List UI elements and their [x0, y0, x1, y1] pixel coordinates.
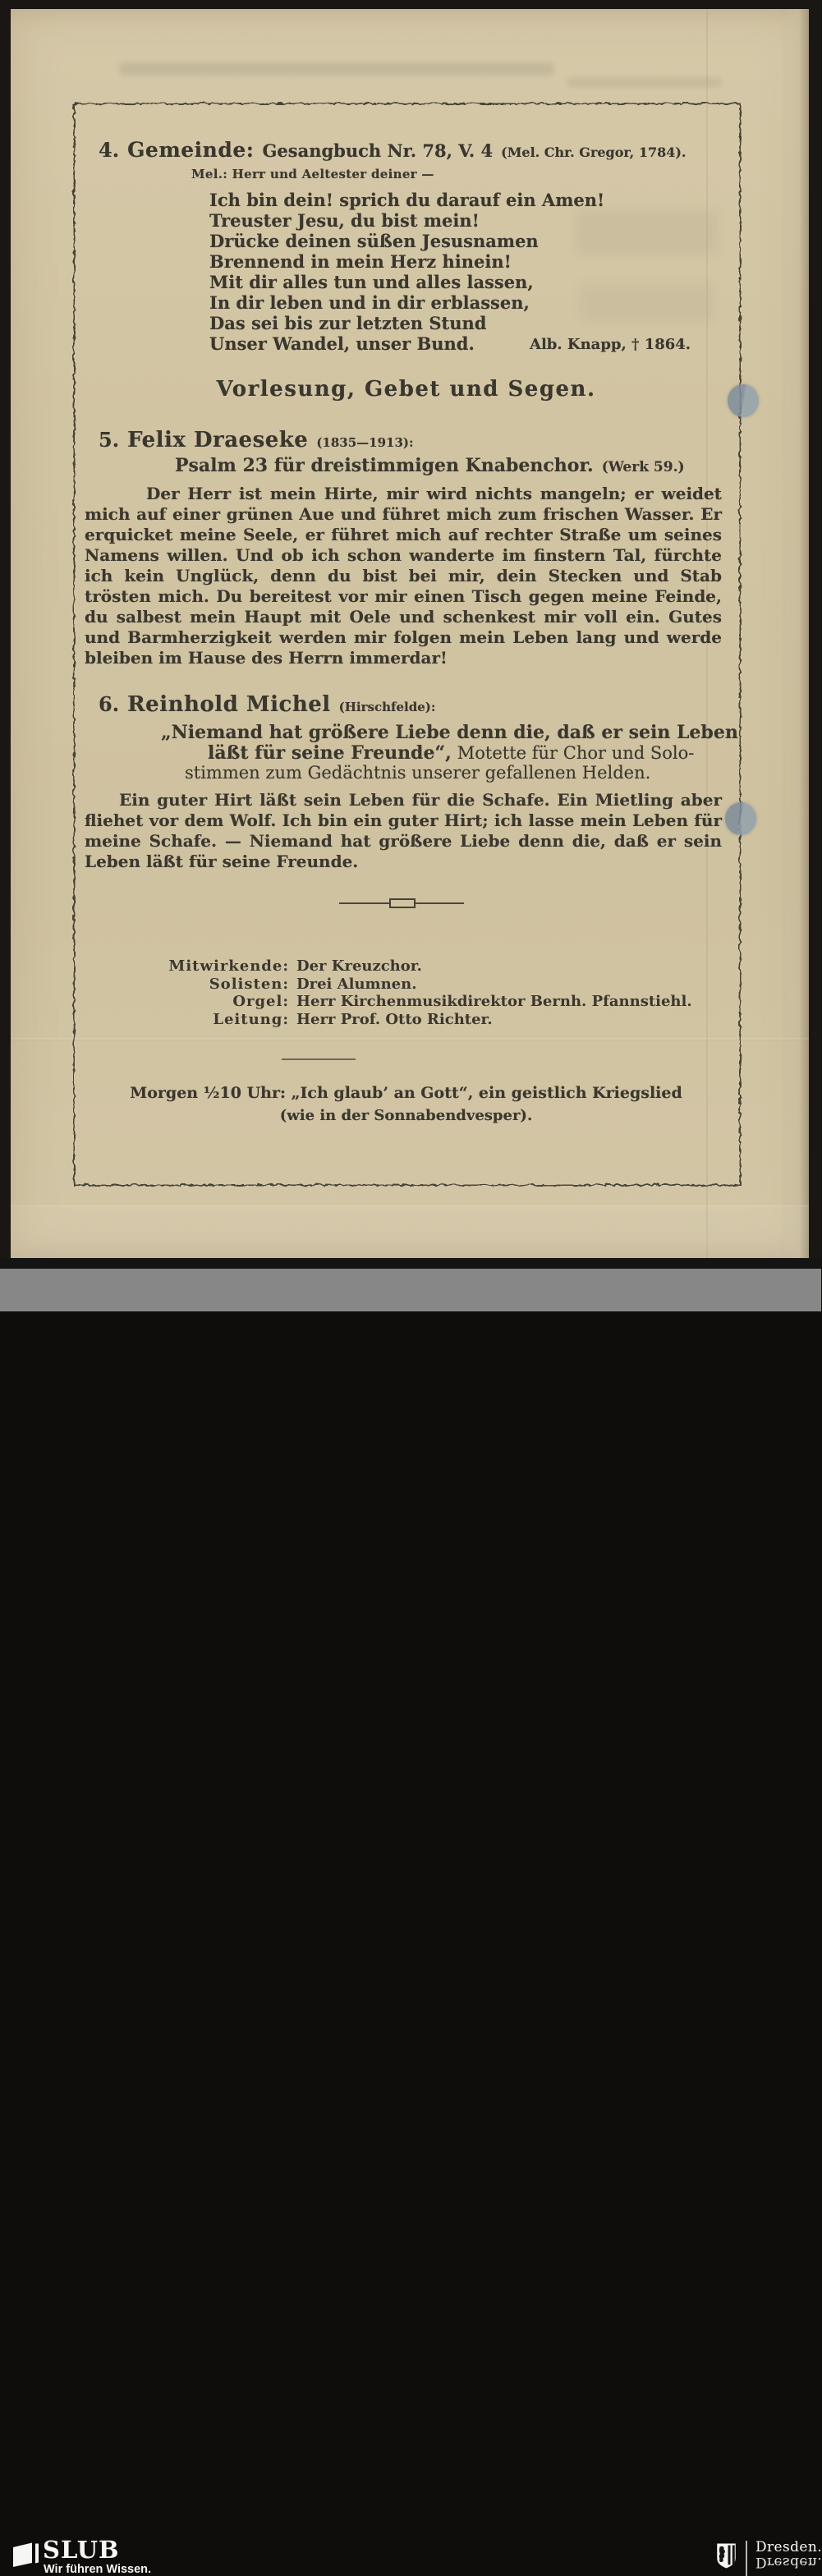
section-4-number: 4. [99, 138, 120, 162]
motet-description: Motette für Chor und Solo- [457, 743, 695, 763]
work-title: Psalm 23 für dreistimmigen Knabenchor. [175, 455, 594, 476]
motet-quote-end: läßt für seine Freunde“, [208, 742, 452, 764]
section-4-heading [99, 138, 686, 162]
melody-line: Mel.: Herr und Aeltester deiner — [191, 167, 434, 181]
hymn-verse [209, 190, 604, 354]
slub-logo-text: SLUB [43, 2536, 120, 2564]
verse-line: In dir leben und in dir erblassen, [209, 292, 530, 313]
section-6-number: 6. [99, 692, 120, 716]
dresden-logo [755, 2541, 822, 2569]
verse-line: Treuster Jesu, du bist mein! [209, 210, 480, 231]
verse-line: Drücke deinen süßen Jesusnamen [209, 231, 539, 251]
scan-bottom-margin [0, 1258, 821, 1269]
announcement-line-2: (wie in der Sonnabendvesper). [279, 1107, 533, 1124]
verse-attribution: Alb. Knapp, † 1864. [530, 336, 691, 353]
section-5-heading [99, 428, 414, 452]
credit-value: Herr Kirchenmusikdirektor Bernh. Pfannstiehl. [296, 993, 692, 1010]
credit-label: Orgel: [232, 993, 289, 1010]
work-title-line [175, 455, 685, 476]
credit-label: Mitwirkende: [168, 957, 289, 975]
credit-row [85, 957, 692, 976]
separator-rule [282, 1058, 356, 1060]
gospel-text: Ein guter Hirt läßt sein Leben für die Schafe. Ein Mietling aber fliehet vor dem Wolf. Ich bin ein guter Hirt; ich lasse mein Leben für meine Schafe. — Niemand hat größere Liebe denn die, daß er sein Leben läßt für seine Freunde. [85, 790, 722, 871]
section-4-title: Gemeinde: [127, 138, 255, 162]
verse-line: Brennend in mein Herz hinein! [209, 251, 512, 272]
motet-title-line-3: stimmen zum Gedächtnis unserer gefallenen Helden. [185, 763, 651, 783]
stain-mark [725, 802, 756, 835]
psalm-text: Der Herr ist mein Hirte, mir wird nichts mangeln; er weidet mich auf einer grünen Aue und führet mich zum frischen Wasser. Er erquicket meine Seele, er führet mich auf rechter Straße um seines Namens willen. Und ob ich schon wanderte im finstern Tal, fürchte ich kein Unglück, denn du bist bei mir, dein Stecken und Stab trösten mich. Du bereitest vor mir einen Tisch gegen meine Feinde, du salbest mein Haupt mit Oele und schenkest mir voll ein. Gutes und Barmherzigkeit werden mir folgen mein Leben lang und werde bleiben im Hause des Herrn immerdar! [85, 484, 722, 668]
verse-line: Unser Wandel, unser Bund. [209, 333, 475, 354]
dresden-logo-reflection: Dresden. [755, 2554, 822, 2570]
verse-line: Ich bin dein! sprich du darauf ein Amen! [209, 190, 605, 210]
motet-title-line-2 [208, 742, 694, 764]
slub-footer-bar [0, 1269, 822, 2576]
motet-title-line-1: „Niemand hat größere Liebe denn die, daß er sein Leben [161, 722, 738, 743]
open-book-icon [11, 2541, 42, 2569]
fold-crease [11, 1038, 809, 1041]
page-edge [784, 9, 809, 1258]
composer-dates: (1835—1913): [316, 435, 414, 450]
dresden-logo-text: Dresden. [755, 2539, 822, 2555]
credit-value: Herr Prof. Otto Richter. [296, 1010, 493, 1028]
fold-crease [11, 1205, 809, 1259]
credit-row [85, 976, 692, 994]
credit-value: Drei Alumnen. [296, 975, 417, 993]
credit-label: Leitung: [213, 1010, 289, 1028]
credit-label: Solisten: [209, 975, 289, 993]
work-note: (Werk 59.) [601, 459, 685, 475]
verse-line: Mit dir alles tun und alles lassen, [209, 272, 534, 292]
slub-tagline: Wir führen Wissen. [44, 2563, 152, 2576]
hymn-reference: Gesangbuch Nr. 78, V. 4 [262, 140, 494, 161]
section-divider-ornament-box [389, 898, 416, 908]
composer-origin: (Hirschfelde): [338, 700, 436, 714]
section-6-heading [99, 692, 435, 717]
composer-name: Reinhold Michel [127, 692, 331, 717]
credit-value: Der Kreuzchor. [296, 957, 422, 975]
dresden-coat-of-arms-icon [716, 2542, 737, 2569]
hymn-note: (Mel. Chr. Gregor, 1784). [501, 145, 687, 160]
interlude-heading: Vorlesung, Gebet und Segen. [216, 377, 596, 402]
credits-block [85, 957, 692, 1028]
announcement-line-1: Morgen ½10 Uhr: „Ich glaub’ an Gott“, ein geistlich Kriegslied [130, 1084, 682, 1102]
bleedthrough-artifact [567, 77, 723, 88]
credit-row [85, 1011, 692, 1029]
verse-line: Das sei bis zur letzten Stund [209, 313, 487, 333]
composer-name: Felix Draeseke [127, 428, 309, 452]
section-5-number: 5. [99, 428, 120, 452]
credit-row [85, 993, 692, 1011]
footer-divider [746, 2541, 747, 2576]
bleedthrough-artifact [119, 62, 554, 76]
